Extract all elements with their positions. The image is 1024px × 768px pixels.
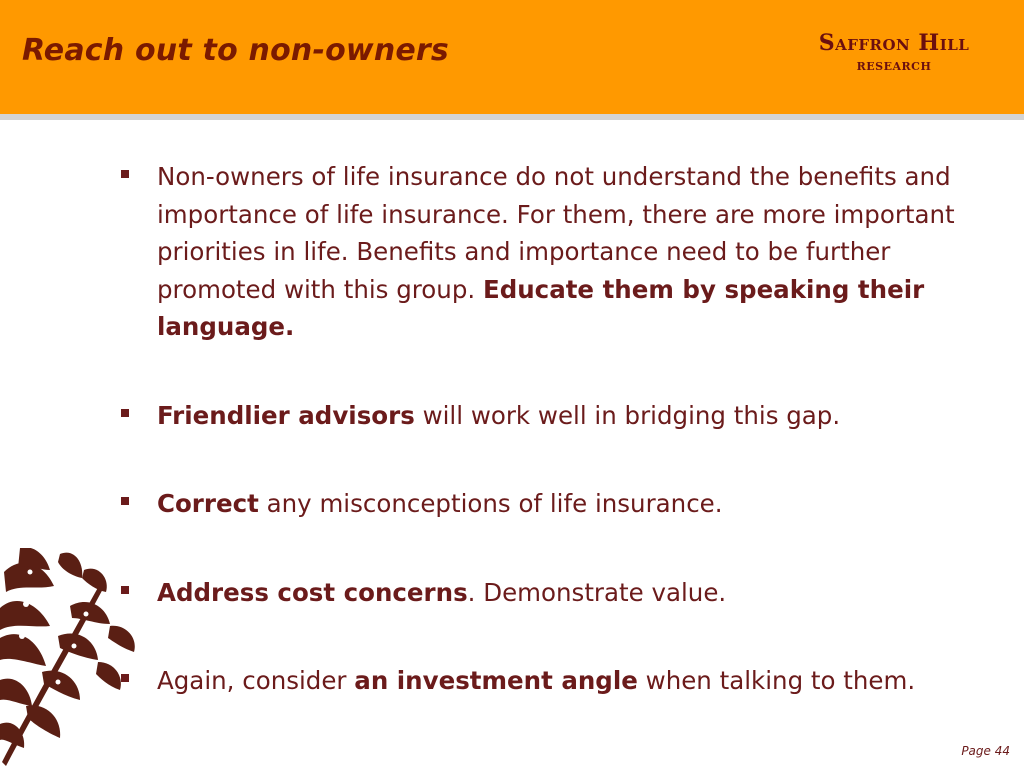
bullet-5-text-after: when talking to them.	[637, 666, 916, 695]
bullet-item-5	[118, 662, 988, 700]
bullet-4-text: . Demonstrate value.	[467, 577, 727, 607]
page-number: Page 44	[961, 744, 1010, 758]
bullet-3-emphasis: Correct	[157, 489, 259, 518]
bullet-item-2	[118, 397, 988, 435]
bullet-1-text: Non-owners of life insurance do not understand the benefits and importance of life insurance. For them, there are more important priorities in life. Benefits and importance need to be further promoted with this group.	[157, 162, 955, 304]
square-bullet-icon	[121, 497, 129, 505]
bullet-item-1	[118, 158, 988, 346]
bullet-2-text: will work well in bridging this gap.	[414, 400, 841, 430]
square-bullet-icon	[121, 409, 129, 417]
bullet-1-emphasis: Educate them by speaking their language.	[157, 274, 925, 341]
bullet-5-text-before: Again, consider	[157, 666, 355, 695]
square-bullet-icon	[121, 170, 129, 178]
bullet-5-emphasis: an investment angle	[354, 666, 638, 695]
slide-header	[0, 0, 1024, 114]
bullet-3-text: any misconceptions of life insurance.	[258, 489, 723, 518]
company-logo	[774, 30, 1014, 74]
logo-line-1: Saffron Hill	[818, 30, 970, 56]
slide-title: Reach out to non-owners	[22, 33, 449, 68]
bullet-2-emphasis: Friendlier advisors	[157, 400, 415, 430]
bullet-item-4	[118, 574, 988, 612]
bullet-item-3	[118, 485, 988, 523]
bullet-4-emphasis: Address cost concerns	[157, 577, 468, 607]
bullet-list	[118, 158, 988, 700]
header-divider	[0, 114, 1024, 120]
logo-line-2: research	[856, 56, 932, 74]
fern-leaf-icon	[0, 548, 150, 768]
